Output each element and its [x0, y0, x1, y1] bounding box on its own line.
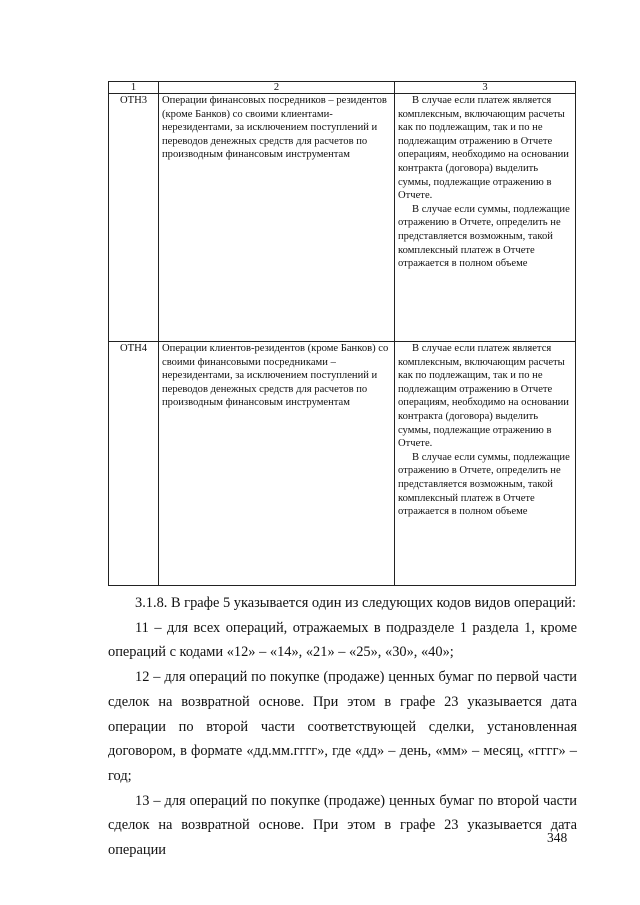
operation-code: ОТН4: [109, 342, 159, 586]
body-paragraph: 13 – для операций по покупке (продаже) ценных бумаг по второй части сделок на возвратной основе. При этом в графе 23 указывается дата операции: [108, 792, 577, 859]
body-text: [108, 591, 577, 863]
section-heading-paragraph: 3.1.8. В графе 5 указывается один из следующих кодов видов операций:: [135, 595, 576, 611]
column-header-2: 2: [159, 82, 395, 94]
operation-code: ОТН3: [109, 94, 159, 342]
note-paragraph: В случае если суммы, подлежащие отражению в Отчете, определить не представляется возможным, такой комплексный платеж в Отчете отражается в полном объеме: [398, 203, 570, 270]
operation-note: [395, 94, 576, 342]
note-paragraph: В случае если суммы, подлежащие отражению в Отчете, определить не представляется возможным, такой комплексный платеж в Отчете отражается в полном объеме: [398, 451, 570, 518]
table-header-row: [109, 82, 576, 94]
body-paragraph: 11 – для всех операций, отражаемых в подразделе 1 раздела 1, кроме операций с кодами «12» – «14», «21» – «25», «30», «40»;: [108, 619, 577, 661]
table-row: [109, 342, 576, 586]
note-paragraph: В случае если платеж является комплексным, включающим расчеты как по подлежащим, так и по не подлежащим отражению в Отчете операциям, необходимо на основании контракта (договора) выделить суммы, подлежащие отражению в Отчете.: [398, 343, 569, 450]
operation-note: [395, 342, 576, 586]
body-paragraph: 12 – для операций по покупке (продаже) ценных бумаг по первой части сделок на возвратной основе. При этом в графе 23 указывается дата операции по второй части соответствующей сделки, установленная договором, в формате «дд.мм.гггг», где «дд» – день, «мм» – месяц, «гггг» – год;: [108, 669, 577, 784]
operation-description: Операции клиентов-резидентов (кроме Банков) со своими финансовыми посредниками – нерезидентами, за исключением поступлений и переводов денежных средств для расчетов по производным финансовым инструментам: [159, 342, 395, 586]
operations-table: [108, 81, 576, 586]
column-header-3: 3: [395, 82, 576, 94]
column-header-1: 1: [109, 82, 159, 94]
operation-description: Операции финансовых посредников – резидентов (кроме Банков) со своими клиентами-нерезидентами, за исключением поступлений и переводов денежных средств для расчетов по производным финансовым инструментам: [159, 94, 395, 342]
page-number: 348: [547, 830, 568, 845]
table-row: [109, 94, 576, 342]
note-paragraph: В случае если платеж является комплексным, включающим расчеты как по подлежащим, так и по не подлежащим отражению в Отчете операциям, необходимо на основании контракта (договора) выделить суммы, подлежащие отражению в Отчете.: [398, 95, 569, 202]
